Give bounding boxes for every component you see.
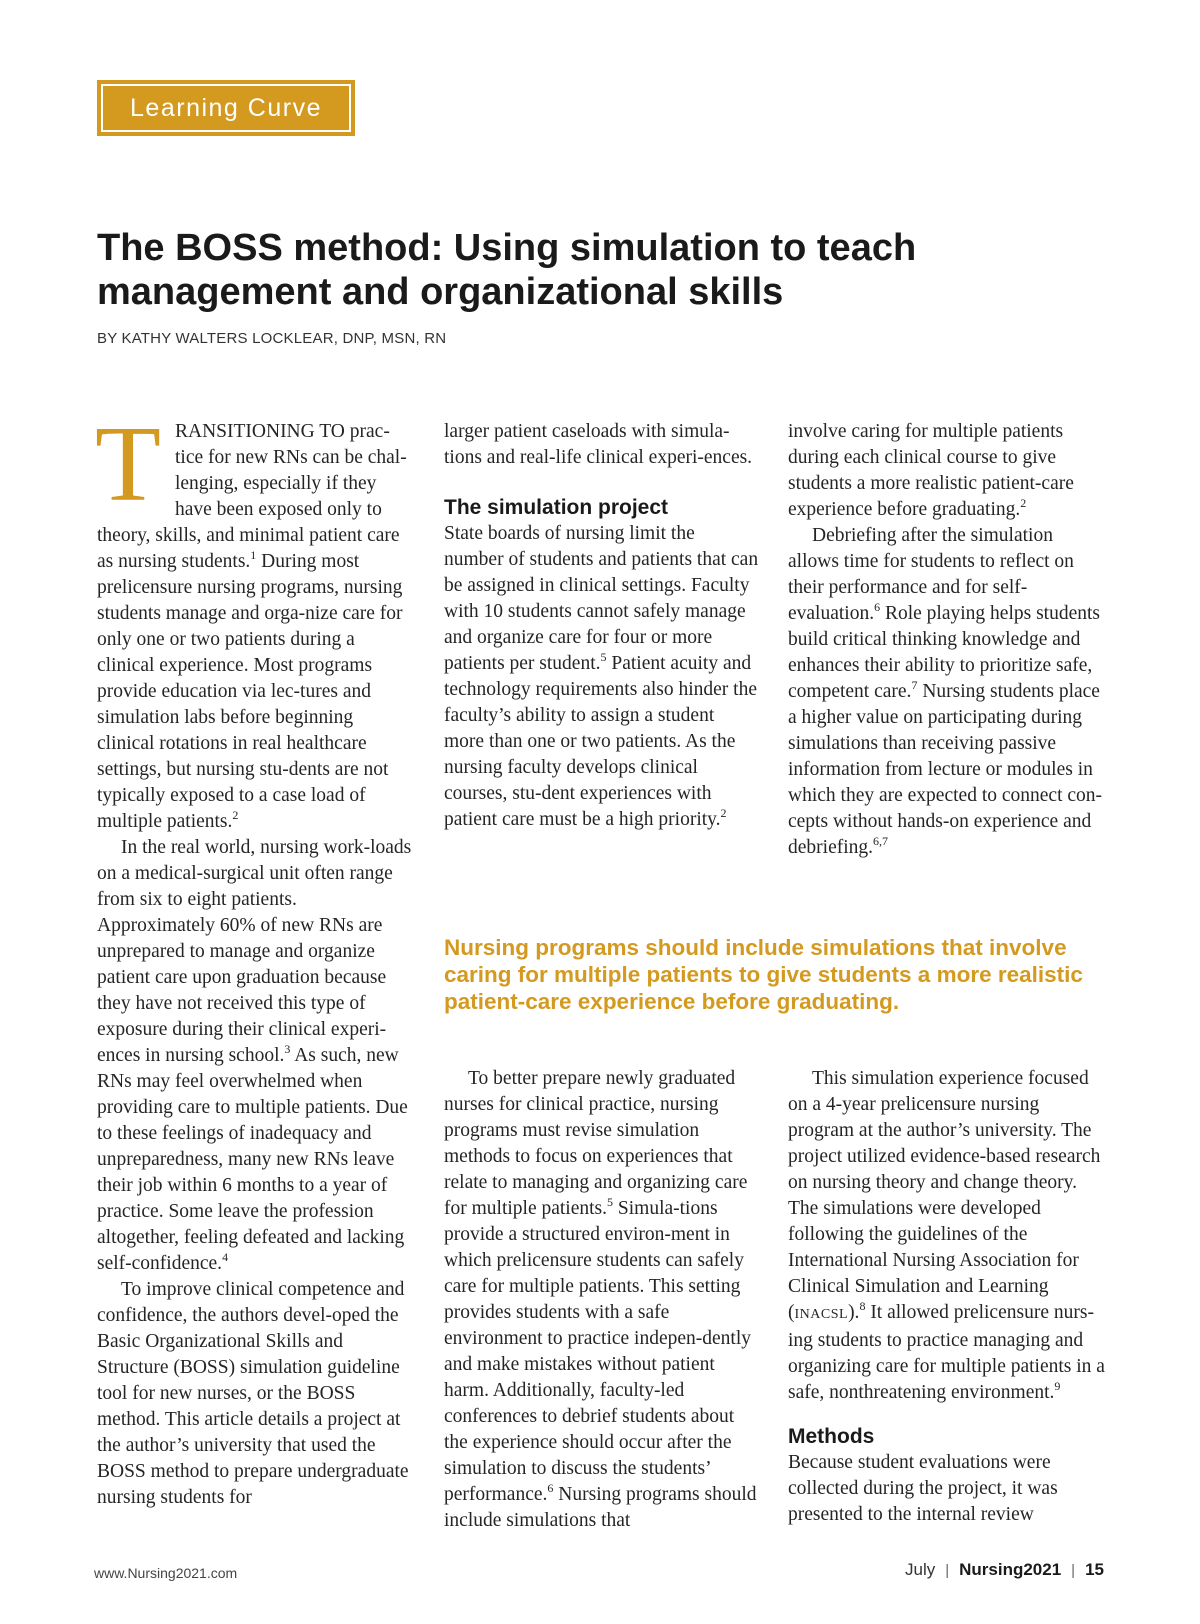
text-run: ). bbox=[848, 1302, 860, 1323]
footer-separator: | bbox=[1071, 1562, 1076, 1579]
text-run: Nursing students place a higher value on participating during simulations than receiving passive information from lecture or modules in which they are expected to connect con-cepts without hands-on experience and debriefing. bbox=[788, 681, 1103, 858]
text-run: RANSITIONING TO prac-tice for new RNs can be chal-lenging, especially if they have been exposed only to theory, skills, and minimal patient care as nursing students. bbox=[97, 421, 407, 572]
citation-ref: 8 bbox=[859, 1299, 866, 1313]
text-run: State boards of nursing limit the number of students and patients that can be assigned in clinical settings. Faculty with 10 students cannot safely manage and organize care for four or more patients per student. bbox=[444, 523, 759, 674]
text-run: As such, new RNs may feel overwhelmed when providing care to multiple patients. Due to these feelings of inadequacy and unpreparedness, many new RNs leave their job within 6 months to a year of practice. Some leave the profession altogether, feeling defeated and lacking self-confidence. bbox=[97, 1045, 408, 1274]
citation-ref: 4 bbox=[222, 1250, 229, 1264]
text-run: Debriefing after the simulation allows time for students to reflect on their performance and for self-evaluation. bbox=[788, 525, 1074, 624]
text-run: Nursing programs should include simulations that bbox=[444, 1484, 757, 1531]
abbreviation: INACSL bbox=[794, 1307, 849, 1322]
citation-ref: 7 bbox=[911, 678, 918, 692]
citation-ref: 6 bbox=[874, 600, 881, 614]
column-3-top bbox=[788, 419, 1106, 861]
subhead-methods: Methods bbox=[788, 1425, 875, 1448]
drop-cap: T bbox=[95, 405, 161, 524]
page-number: 15 bbox=[1085, 1560, 1104, 1579]
footer-magazine: Nursing2021 bbox=[959, 1560, 1062, 1579]
section-tag: Learning Curve bbox=[97, 80, 355, 136]
citation-ref: 6 bbox=[547, 1481, 554, 1495]
footer-month: July bbox=[904, 1560, 936, 1579]
text-run: To better prepare newly graduated nurses for clinical practice, nursing programs must revise simulation methods to focus on experiences that relate to managing and organizing care for multiple patients. bbox=[444, 1068, 748, 1219]
citation-ref: 1 bbox=[250, 548, 257, 562]
column-3-bottom bbox=[788, 1066, 1106, 1528]
subhead-simulation-project: The simulation project bbox=[444, 496, 669, 519]
citation-ref: 5 bbox=[600, 650, 607, 664]
paragraph bbox=[444, 1066, 759, 1534]
footer-url: www.Nursing2021.com bbox=[94, 1565, 238, 1581]
article-title: The BOSS method: Using simulation to teach management and organizational skills bbox=[97, 227, 917, 313]
column-1 bbox=[95, 405, 415, 1511]
text-run: In the real world, nursing work-loads on a medical-surgical unit often range from six to eight patients. Approximately 60% of new RNs are unprepared to manage and organize patient care upon graduation because they have not received this type of exposure during their clinical experi-ences in nursing school. bbox=[97, 837, 412, 1066]
citation-ref: 9 bbox=[1054, 1379, 1061, 1393]
footer-folio bbox=[905, 1560, 1104, 1580]
paragraph: To improve clinical competence and confidence, the authors devel-oped the Basic Organizational Skills and Structure (BOSS) simulation guideline tool for new nurses, or the BOSS method. This article details a project at the author’s university that used the BOSS method to prepare undergraduate nursing students for bbox=[97, 1279, 409, 1508]
pull-quote: Nursing programs should include simulations that involve caring for multiple patients to give students a more realistic patient-care experience before graduating. bbox=[444, 935, 1083, 1014]
footer-separator: | bbox=[945, 1562, 950, 1579]
text-run: Simula-tions provide a structured environ-ment in which prelicensure students can safely care for multiple patients. This setting provides students with a safe environment to practice indepen-dently and make mistakes without patient harm. Additionally, faculty-led conferences to debrief students about the experience should occur after the simulation to discuss the students’ performance. bbox=[444, 1198, 752, 1505]
paragraph bbox=[95, 405, 415, 835]
citation-ref: 2 bbox=[720, 806, 727, 820]
text-run: This simulation experience focused on a 4-year prelicensure nursing program at the author’s university. The project utilized evidence-based research on nursing theory and change theory. The simulations were developed following the guidelines of the International Nursing Association for Clinical Simulation and Learning ( bbox=[788, 1068, 1101, 1323]
text-run: involve caring for multiple patients during each clinical course to give students a more realistic patient-care experience before graduating. bbox=[788, 421, 1074, 520]
citation-ref: 2 bbox=[1020, 496, 1027, 510]
paragraph bbox=[97, 835, 415, 1277]
citation-ref: 5 bbox=[607, 1195, 614, 1209]
text-run: During most prelicensure nursing programs, nursing students manage and orga-nize care for only one or two patients during a clinical experience. Most programs provide education via lec-tures and simulation labs before beginning clinical rotations in real healthcare settings, but nursing stu-dents are not typically exposed to a case load of multiple patients. bbox=[97, 551, 403, 832]
column-2-bottom bbox=[444, 1066, 759, 1534]
paragraph bbox=[788, 419, 1106, 523]
paragraph bbox=[788, 1066, 1106, 1406]
text-run: It allowed prelicensure nurs-ing students to practice managing and organizing care for multiple patients in a safe, nonthreatening environment. bbox=[788, 1302, 1105, 1403]
citation-ref: 6,7 bbox=[873, 834, 889, 848]
paragraph bbox=[788, 523, 1106, 861]
paragraph: Because student evaluations were collected during the project, it was presented to the internal review bbox=[788, 1452, 1058, 1525]
paragraph: larger patient caseloads with simula-tions and real-life clinical experi-ences. bbox=[444, 421, 753, 468]
paragraph bbox=[444, 521, 759, 833]
text-run: Patient acuity and technology requirements also hinder the faculty’s ability to assign a student more than one or two patients. As the nursing faculty develops clinical courses, stu-dent experiences with patient care must be a high priority. bbox=[444, 653, 757, 830]
citation-ref: 3 bbox=[284, 1042, 291, 1056]
column-2-top bbox=[444, 419, 759, 833]
text-run: Role playing helps students build critical thinking knowledge and enhances their ability to prioritize safe, competent care. bbox=[788, 603, 1100, 702]
citation-ref: 2 bbox=[232, 808, 239, 822]
byline: BY KATHY WALTERS LOCKLEAR, DNP, MSN, RN bbox=[97, 330, 447, 347]
